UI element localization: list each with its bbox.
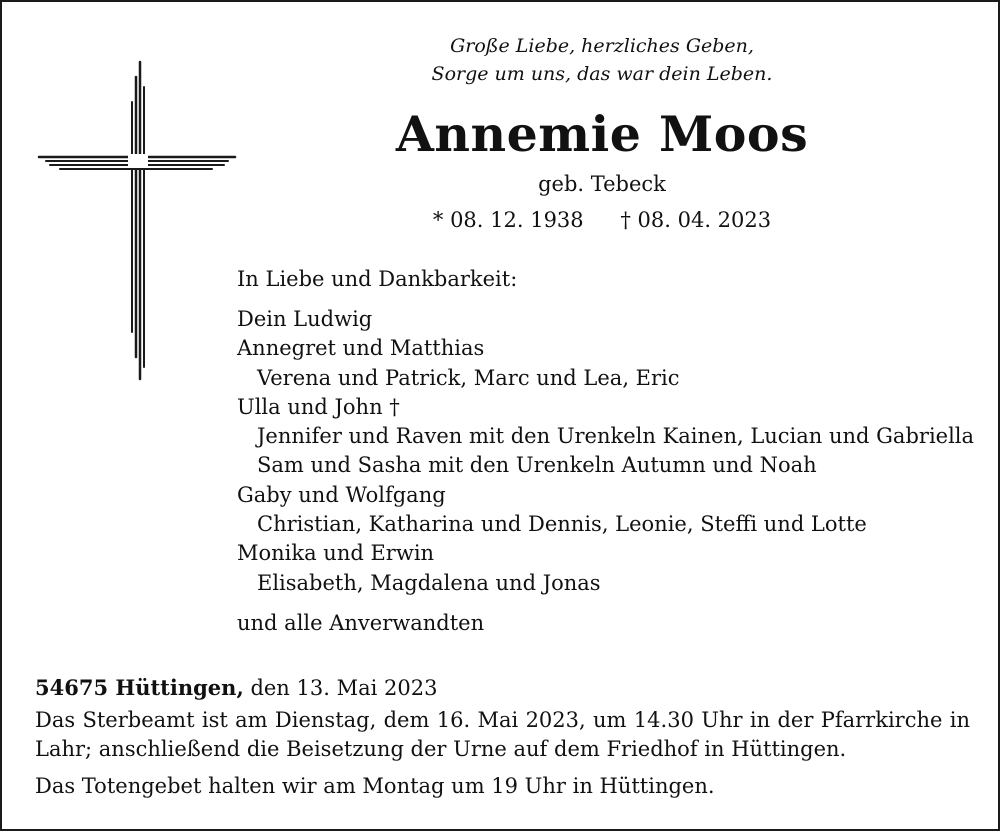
mourner-entry: Annegret und Matthias: [237, 336, 485, 361]
other-relatives: und alle Anverwandten: [237, 611, 485, 635]
birth-date: * 08. 12. 1938: [432, 208, 584, 232]
notice-date: den 13. Mai 2023: [250, 676, 438, 700]
mourner-entry: Christian, Katharina und Dennis, Leonie, Steffi und Lotte: [257, 512, 867, 537]
mourner-entry: Dein Ludwig: [237, 307, 373, 331]
mourner-entry: Jennifer und Raven mit den Urenkeln Kainen, Lucian und Gabriella: [257, 424, 975, 449]
cross-icon: [32, 57, 242, 387]
place-date-line: [35, 672, 970, 704]
mourners-intro: In Liebe und Dankbarkeit:: [237, 267, 518, 291]
quote-line: Große Liebe, herzliches Geben,: [450, 35, 754, 57]
mourner-entry: Monika und Erwin: [237, 541, 435, 566]
mourner-entry: Elisabeth, Magdalena und Jonas: [257, 570, 601, 595]
prayer-info: Das Totengebet halten wir am Montag um 19 Uhr in Hüttingen.: [35, 774, 715, 798]
funeral-service-info: Das Sterbeamt ist am Dienstag, dem 16. Mai 2023, um 14.30 Uhr in der Pfarrkirche in Lahr; anschließend die Beisetzung der Urne auf dem Friedhof in Hüttingen.: [35, 708, 970, 761]
mourner-entry: Ulla und John †: [237, 394, 400, 419]
mourner-entry: Verena und Patrick, Marc und Lea, Eric: [257, 365, 680, 390]
death-date: † 08. 04. 2023: [620, 208, 772, 232]
birth-name: geb. Tebeck: [538, 172, 666, 196]
memorial-quote: [402, 32, 802, 88]
mourners-list: [237, 305, 974, 598]
quote-line: Sorge um uns, das war dein Leben.: [431, 63, 773, 85]
life-dates: [422, 205, 782, 235]
mourner-entry: Gaby und Wolfgang: [237, 482, 446, 507]
place: 54675 Hüttingen,: [35, 675, 244, 700]
mourner-entry: Sam und Sasha mit den Urenkeln Autumn und Noah: [257, 453, 817, 478]
notice-footer: [35, 672, 970, 801]
deceased-name: Annemie Moos: [395, 105, 809, 163]
